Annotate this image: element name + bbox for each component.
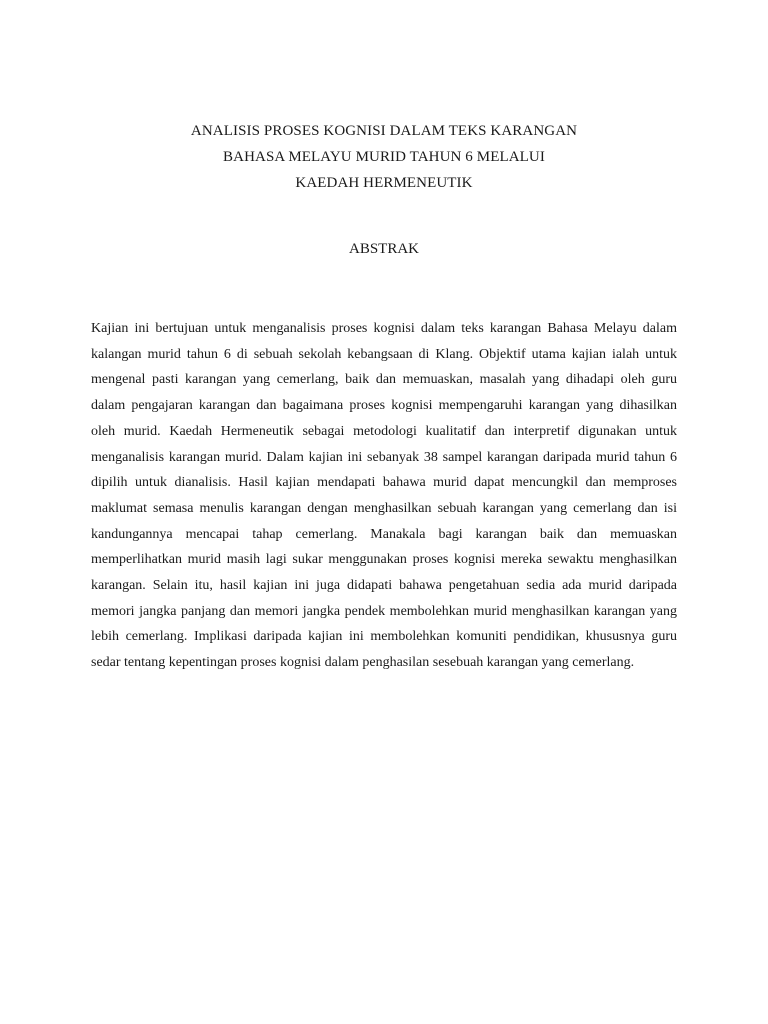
abstract-heading: ABSTRAK — [348, 241, 419, 257]
abstract-paragraph: Kajian ini bertujuan untuk menganalisis proses kognisi dalam teks karangan Bahasa Melayu dalam kalangan murid tahun 6 di sebuah sekolah kebangsaan di Klang. Objektif utama kajian ialah untuk mengenal pasti karangan yang cemerlang, baik dan memuaskan, masalah yang dihadapi oleh guru dalam pengajaran karangan dan bagaimana proses kognisi mempengaruhi karangan yang dihasilkan oleh murid. Kaedah Hermeneutik sebagai metodologi kualitatif dan interpretif digunakan untuk menganalisis karangan murid. Dalam kajian ini sebanyak 38 sampel karangan daripada murid tahun 6 dipilih untuk dianalisis. Hasil kajian mendapati bahawa murid dapat mencungkil dan memproses maklumat semasa menulis karangan dengan menghasilkan sebuah karangan yang cemerlang dan isi kandungannya mencapai tahap cemerlang. Manakala bagi karangan baik dan memuaskan memperlihatkan murid masih lagi sukar menggunakan proses kognisi mereka sewaktu menghasilkan karangan. Selain itu, hasil kajian ini juga didapati bahawa pengetahuan sedia ada murid daripada memori jangka panjang dan memori jangka pendek membolehkan murid menghasilkan karangan yang lebih cemerlang. Implikasi daripada kajian ini membolehkan komuniti pendidikan, khususnya guru sedar tentang kepentingan proses kognisi dalam penghasilan sesebuah karangan yang cemerlang. — [91, 321, 677, 671]
document-title — [0, 118, 768, 196]
title-line-1: ANALISIS PROSES KOGNISI DALAM TEKS KARANGAN — [190, 123, 578, 139]
title-line-3: KAEDAH HERMENEUTIK — [295, 175, 473, 191]
title-line-2: BAHASA MELAYU MURID TAHUN 6 MELALUI — [223, 149, 545, 165]
